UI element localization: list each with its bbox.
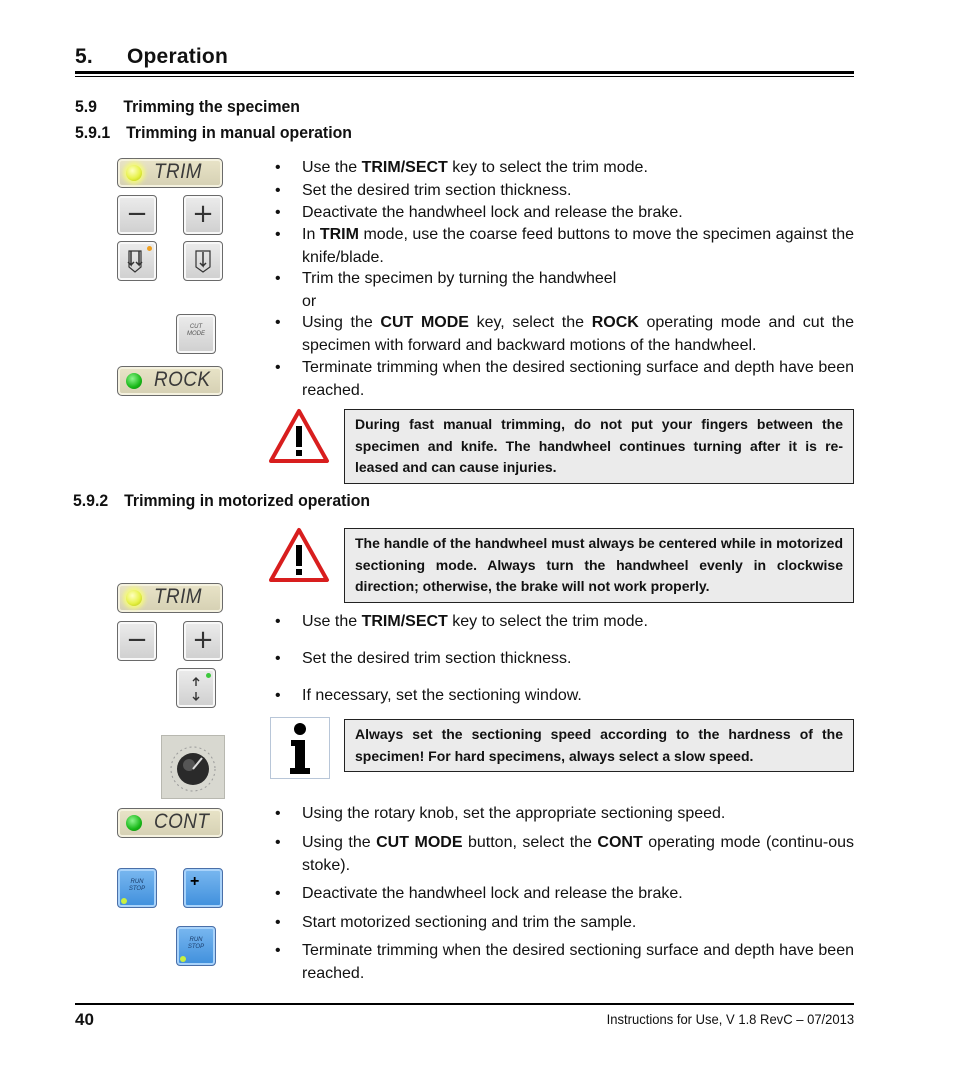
coarse-feed-slow-key	[183, 241, 223, 281]
warning-note: During fast manual trimming, do not put your fingers between the specimen and knife. The handwheel continues turning after it is re-leased and can cause injuries.	[344, 409, 854, 484]
list-item: • In TRIM mode, use the coarse feed buttons to move the specimen against the knife/blade.	[275, 226, 854, 266]
trim-led-icon	[126, 165, 142, 181]
run-stop-key: RUN STOP	[117, 868, 157, 908]
window-arrows-icon	[191, 677, 201, 701]
speed-knob-image	[161, 735, 225, 799]
subsection-heading: 5.9 Trimming the specimen	[75, 97, 300, 116]
list-item: • Deactivate the handwheel lock and release the brake.	[275, 885, 683, 902]
list-item: • Use the TRIM/SECT key to select the trim mode.	[275, 613, 648, 630]
double-arrow-down-icon	[127, 249, 147, 273]
trim-key: TRIM	[117, 158, 223, 188]
document-version: Instructions for Use, V 1.8 RevC – 07/2013	[606, 1011, 854, 1027]
list-item: • If necessary, set the sectioning window.	[275, 687, 582, 704]
list-item: • Terminate trimming when the desired sectioning surface and depth have been reached.	[275, 359, 854, 399]
minus-key: −	[117, 195, 157, 235]
run-stop-key: RUN STOP	[176, 926, 216, 966]
enable-key: +	[183, 868, 223, 908]
cont-key: CONT	[117, 808, 223, 838]
section-heading: 5. Operation	[75, 45, 228, 68]
warning-triangle-icon	[268, 527, 330, 583]
list-item: • Set the desired trim section thickness.	[275, 650, 572, 667]
info-note: Always set the sectioning speed according to the hardness of the specimen! For hard specimens, always select a slow speed.	[344, 719, 854, 772]
page-number: 40	[75, 1010, 94, 1029]
footer-rule	[75, 1003, 854, 1005]
list-item: • Trim the specimen by turning the handwheel or	[275, 270, 617, 310]
rock-key: ROCK	[117, 366, 223, 396]
trim-led-icon	[126, 590, 142, 606]
list-item: • Set the desired trim section thickness.	[275, 182, 572, 199]
list-item: • Deactivate the handwheel lock and release the brake.	[275, 204, 683, 221]
warning-triangle-icon	[268, 408, 330, 464]
arrow-down-icon	[193, 249, 213, 273]
list-item: • Terminate trimming when the desired sectioning surface and depth have been reached.	[275, 942, 854, 982]
cut-mode-key: CUT MODE	[176, 314, 216, 354]
trim-key: TRIM	[117, 583, 223, 613]
list-item: • Start motorized sectioning and trim the sample.	[275, 914, 637, 931]
rotary-knob-icon	[162, 736, 224, 798]
coarse-feed-fast-key	[117, 241, 157, 281]
info-icon	[270, 717, 330, 779]
list-item: • Use the TRIM/SECT key to select the trim mode.	[275, 159, 648, 176]
list-item: • Using the CUT MODE button, select the CONT operating mode (continu-ous stoke).	[275, 834, 855, 874]
header-rule-thin	[75, 76, 854, 77]
list-item: • Using the rotary knob, set the appropriate sectioning speed.	[275, 805, 726, 822]
cont-led-icon	[126, 815, 142, 831]
rock-led-icon	[126, 373, 142, 389]
header-rule	[75, 71, 854, 74]
plus-key: +	[183, 195, 223, 235]
plus-key: +	[183, 621, 223, 661]
minus-key: −	[117, 621, 157, 661]
motor-heading: 5.9.2 Trimming in motorized operation	[73, 491, 371, 510]
manual-heading: 5.9.1 Trimming in manual operation	[75, 123, 352, 142]
list-item: • Using the CUT MODE key, select the ROCK operating mode and cut the specimen with forward and backward motions of the handwheel.	[275, 314, 855, 354]
warning-note: The handle of the handwheel must always be centered while in motorized sectioning mode. Always turn the handwheel evenly in clockwise direction; otherwise, the brake will not work properly.	[344, 528, 854, 603]
sectioning-window-key	[176, 668, 216, 708]
